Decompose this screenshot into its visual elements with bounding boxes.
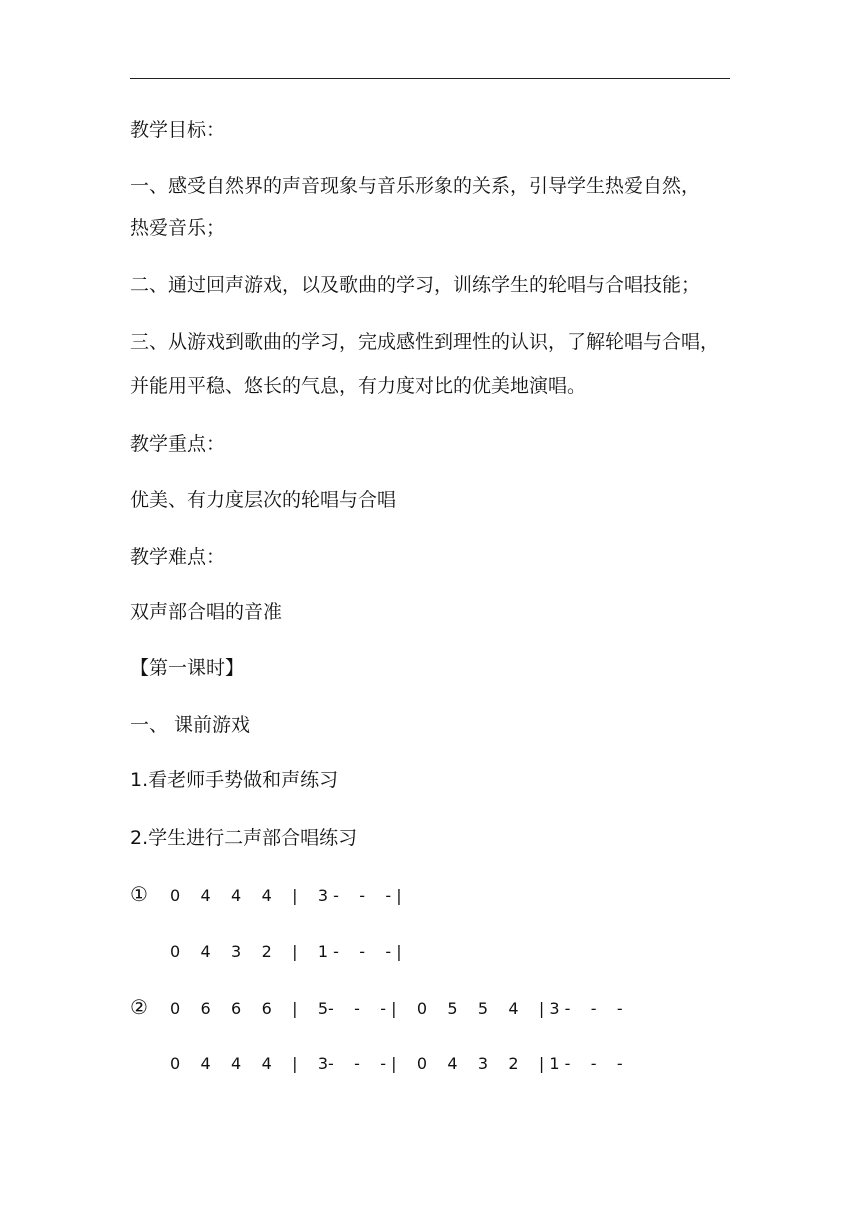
- exercise-2-marker: ②: [130, 995, 148, 1019]
- goal-three-line-2: 并能用平稳、悠长的气息，有力度对比的优美地演唱。: [130, 375, 587, 397]
- heading-key-points: 教学重点：: [130, 433, 226, 455]
- exercise-2-line-1: 0 6 6 6 | 5- - - | 0 5 5 4 | 3 - - -: [170, 999, 623, 1018]
- heading-teaching-goals: 教学目标：: [130, 119, 226, 141]
- section-warmup-game: 一、 课前游戏: [130, 714, 251, 736]
- header-rule: [130, 78, 730, 79]
- heading-difficulties: 教学难点：: [130, 546, 226, 568]
- step-1: 1.看老师手势做和声练习: [130, 769, 339, 791]
- exercise-2-line-2: 0 4 4 4 | 3- - - | 0 4 3 2 | 1 - - -: [170, 1054, 623, 1073]
- step-2: 2.学生进行二声部合唱练习: [130, 827, 358, 849]
- goal-three-line-1: 三、从游戏到歌曲的学习，完成感性到理性的认识，了解轮唱与合唱，: [130, 331, 720, 353]
- goal-two: 二、通过回声游戏，以及歌曲的学习，训练学生的轮唱与合唱技能；: [130, 274, 701, 296]
- goal-one-line-2: 热爱音乐；: [130, 217, 226, 239]
- exercise-1-line-2: 0 4 3 2 | 1 - - - |: [170, 942, 402, 961]
- key-points-text: 优美、有力度层次的轮唱与合唱: [130, 489, 397, 511]
- exercise-1-marker: ①: [130, 882, 148, 906]
- difficulties-text: 双声部合唱的音准: [130, 601, 283, 623]
- goal-one-line-1: 一、感受自然界的声音现象与音乐形象的关系，引导学生热爱自然，: [130, 175, 701, 197]
- exercise-1-line-1: 0 4 4 4 | 3 - - - |: [170, 886, 402, 905]
- lesson-one-title: 【第一课时】: [130, 657, 245, 679]
